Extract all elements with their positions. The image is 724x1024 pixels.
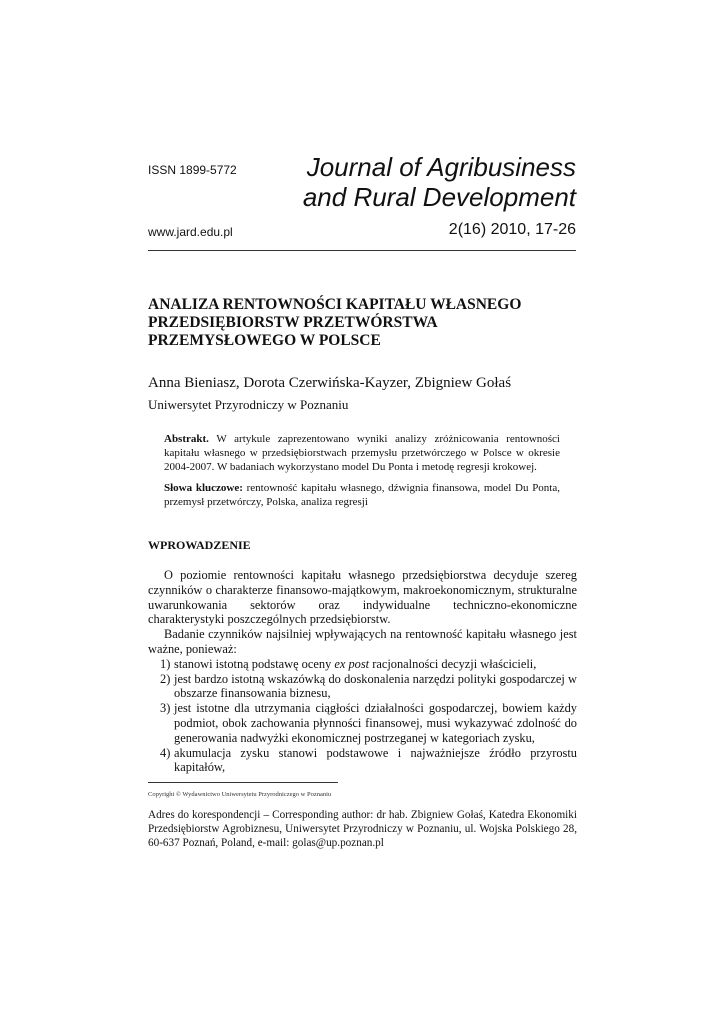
article-title [148, 296, 578, 350]
list-item-text-end: racjonalności decyzji właścicieli, [369, 656, 537, 671]
journal-title-line-1: Journal of Agribusiness [306, 152, 576, 182]
correspondence-address: Adres do korespondencji – Corresponding author: dr hab. Zbigniew Gołaś, Katedra Ekonomiki Przedsiębiorstw Agrobiznesu, Uniwersytet Przyrodniczy w Poznaniu, ul. Wojska Polskiego 28, 60-637 Poznań, Poland, e-mail: golas@up.poznan.pl [148, 809, 577, 849]
list-item [148, 746, 577, 776]
list-item-text: stanowi istotną podstawę oceny [174, 656, 335, 671]
issue-info: 2(16) 2010, 17-26 [448, 221, 576, 238]
keywords-text: rentowność kapitału własnego, dźwignia finansowa, model Du Ponta, przemysł przetwórczy, Polska, analiza regresji [164, 482, 561, 508]
journal-title [303, 152, 576, 212]
title-line-3: PRZEMYSŁOWEGO W POLSCE [148, 332, 381, 349]
abstract-label: Abstrakt. [164, 433, 209, 445]
list-item-number: 3) [160, 701, 171, 716]
title-line-2: PRZEDSIĘBIORSTW PRZETWÓRSTWA [148, 314, 438, 331]
abstract-text: W artykule zaprezentowano wyniki analizy zróżnicowania rentowności kapitału własnego w przedsiębiorstwach przemysłu przetwórczego w Polsce w okresie 2004-2007. W badaniach wykorzystano model Du Ponta i metodę regresji krokowej. [164, 433, 560, 473]
issn: ISSN 1899-5772 [148, 163, 237, 177]
authors: Anna Bieniasz, Dorota Czerwińska-Kayzer, Zbigniew Gołaś [148, 375, 512, 391]
journal-website-link[interactable]: www.jard.edu.pl [148, 225, 233, 239]
section-heading: WPROWADZENIE [148, 538, 251, 552]
footnote-divider [148, 782, 338, 783]
list-item [148, 657, 577, 672]
list-item [148, 701, 577, 745]
journal-title-line-2: and Rural Development [302, 182, 576, 212]
list-item-number: 1) [160, 656, 171, 671]
section-body [148, 568, 577, 775]
keywords-label: Słowa kluczowe: [164, 482, 243, 494]
list-item-number: 2) [160, 671, 171, 686]
list-item-italic: ex post [334, 656, 370, 671]
title-line-1: ANALIZA RENTOWNOŚCI KAPITAŁU WŁASNEGO [148, 296, 522, 313]
paragraph-1: O poziomie rentowności kapitału własnego przedsiębiorstwa decyduje szereg czynników o charakterze finansowo-majątkowym, makroekonomicznym, strukturalne uwarunkowania sektorów oraz indywidualne techniczno-ekonomiczne charakterystyki poszczególnych przedsiębiorstw. [148, 568, 577, 627]
keywords [164, 481, 560, 509]
affiliation: Uniwersytet Przyrodniczy w Poznaniu [148, 397, 349, 412]
header-divider [148, 250, 576, 251]
paragraph-2: Badanie czynników najsilniej wpływających na rentowność kapitału własnego jest ważne, ponieważ: [148, 627, 577, 656]
list-item-text: jest bardzo istotną wskazówką do doskonalenia narzędzi polityki gospodarczej w obszarze finansowania biznesu, [174, 671, 577, 701]
reasons-list [148, 657, 577, 775]
list-item-text: akumulacja zysku stanowi podstawowe i najważniejsze źródło przyrostu kapitałów, [174, 745, 577, 775]
list-item-number: 4) [160, 745, 171, 760]
abstract [164, 432, 560, 474]
list-item-text: jest istotne dla utrzymania ciągłości działalności gospodarczej, bowiem każdy podmiot, obok zachowania płynności finansowej, musi wykazywać zdolność do generowania nadwyżki ekonomicznej postrzeganej w kategoriach zysku, [174, 701, 577, 745]
list-item [148, 672, 577, 702]
copyright-notice: Copyright © Wydawnictwo Uniwersytetu Przyrodniczego w Poznaniu [148, 791, 332, 798]
